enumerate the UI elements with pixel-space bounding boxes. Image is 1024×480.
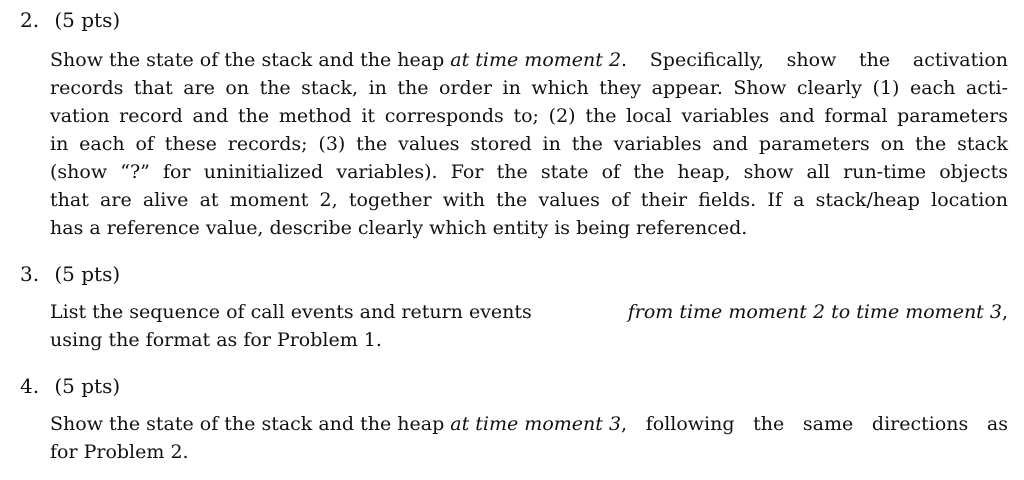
- text-line: that are alive at moment 2, together with the values of their fields. If a stack/heap location: [50, 189, 1008, 211]
- text-line: records that are on the stack, in the order in which they appear. Show clearly (1) each acti-: [50, 77, 1008, 99]
- problem-text: [50, 410, 1008, 466]
- problem-text: [50, 46, 1008, 242]
- text-line: Show the state of the stack and the heap at time moment 2 . Specifically, show the activation: [50, 49, 1008, 71]
- problem-points: (5 pts): [54, 262, 121, 286]
- emphasis-text: at time moment 2: [450, 49, 622, 71]
- problem-heading: [20, 262, 120, 286]
- text-line: vation record and the method it corresponds to; (2) the local variables and formal parameters: [50, 105, 1008, 127]
- text-line: (show “?” for uninitialized variables). For the state of the heap, show all run-time objects: [50, 161, 1008, 183]
- emphasis-text: at time moment 3: [450, 413, 622, 435]
- text-line: for Problem 2.: [50, 441, 189, 463]
- text-line: has a reference value, describe clearly which entity is being referenced.: [50, 217, 748, 239]
- problem-heading: [20, 8, 120, 32]
- text-line: using the format as for Problem 1.: [50, 329, 382, 351]
- problem-number: 3.: [20, 262, 40, 286]
- problem-points: (5 pts): [54, 8, 121, 32]
- text-line: List the sequence of call events and return events from time moment 2 to time moment 3,: [50, 301, 1008, 323]
- text-line: in each of these records; (3) the values stored in the variables and parameters on the stack: [50, 133, 1008, 155]
- problem-number: 2.: [20, 8, 40, 32]
- problem-text: [50, 298, 1008, 354]
- text-line: Show the state of the stack and the heap at time moment 3 , following the same directions as: [50, 413, 1008, 435]
- problem-points: (5 pts): [54, 374, 121, 398]
- emphasis-text: from time moment 2 to time moment 3: [627, 301, 1002, 323]
- problem-heading: [20, 374, 120, 398]
- problem-number: 4.: [20, 374, 40, 398]
